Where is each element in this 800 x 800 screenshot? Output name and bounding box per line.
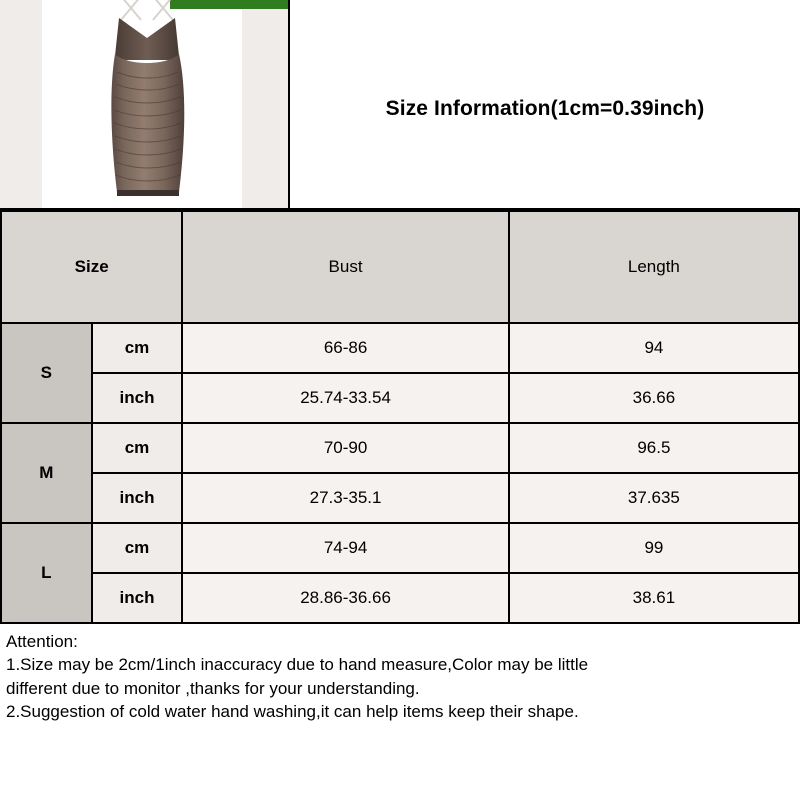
title-cell xyxy=(290,0,800,208)
table-row xyxy=(1,573,799,623)
bust-value: 25.74-33.54 xyxy=(182,373,508,423)
product-image-cell xyxy=(0,0,290,208)
unit-cell: cm xyxy=(92,423,183,473)
table-header-row xyxy=(1,211,799,323)
unit-cell: inch xyxy=(92,573,183,623)
unit-cell: inch xyxy=(92,373,183,423)
attention-heading: Attention: xyxy=(6,632,78,651)
size-label-s: S xyxy=(1,323,92,423)
image-backdrop-left xyxy=(0,0,42,208)
length-value: 99 xyxy=(509,523,799,573)
attention-line-2: different due to monitor ,thanks for your understanding. xyxy=(6,678,420,698)
table-row xyxy=(1,323,799,373)
table-row xyxy=(1,523,799,573)
length-value: 37.635 xyxy=(509,473,799,523)
bust-value: 70-90 xyxy=(182,423,508,473)
attention-block xyxy=(0,624,800,724)
attention-line-1: 1.Size may be 2cm/1inch inaccuracy due to hand measure,Color may be little xyxy=(6,655,589,675)
bust-value: 74-94 xyxy=(182,523,508,573)
length-value: 96.5 xyxy=(509,423,799,473)
bust-value: 66-86 xyxy=(182,323,508,373)
length-value: 94 xyxy=(509,323,799,373)
header-cell-size: Size xyxy=(1,211,182,323)
length-value: 36.66 xyxy=(509,373,799,423)
unit-cell: cm xyxy=(92,523,183,573)
bust-value: 27.3-35.1 xyxy=(182,473,508,523)
attention-line-3: 2.Suggestion of cold water hand washing,it can help items keep their shape. xyxy=(6,702,579,722)
header-cell-bust: Bust xyxy=(182,211,508,323)
bust-value: 28.86-36.66 xyxy=(182,573,508,623)
length-value: 38.61 xyxy=(509,573,799,623)
header-cell-length: Length xyxy=(509,211,799,323)
image-backdrop-right xyxy=(242,0,288,208)
dress-illustration-icon xyxy=(95,0,200,202)
unit-cell: cm xyxy=(92,323,183,373)
table-row xyxy=(1,473,799,523)
header-band xyxy=(0,0,800,210)
size-label-m: M xyxy=(1,423,92,523)
size-label-l: L xyxy=(1,523,92,623)
table-row xyxy=(1,423,799,473)
table-row xyxy=(1,373,799,423)
size-table xyxy=(0,210,800,624)
page-title: Size Information(1cm=0.39inch) xyxy=(385,97,705,120)
unit-cell: inch xyxy=(92,473,183,523)
